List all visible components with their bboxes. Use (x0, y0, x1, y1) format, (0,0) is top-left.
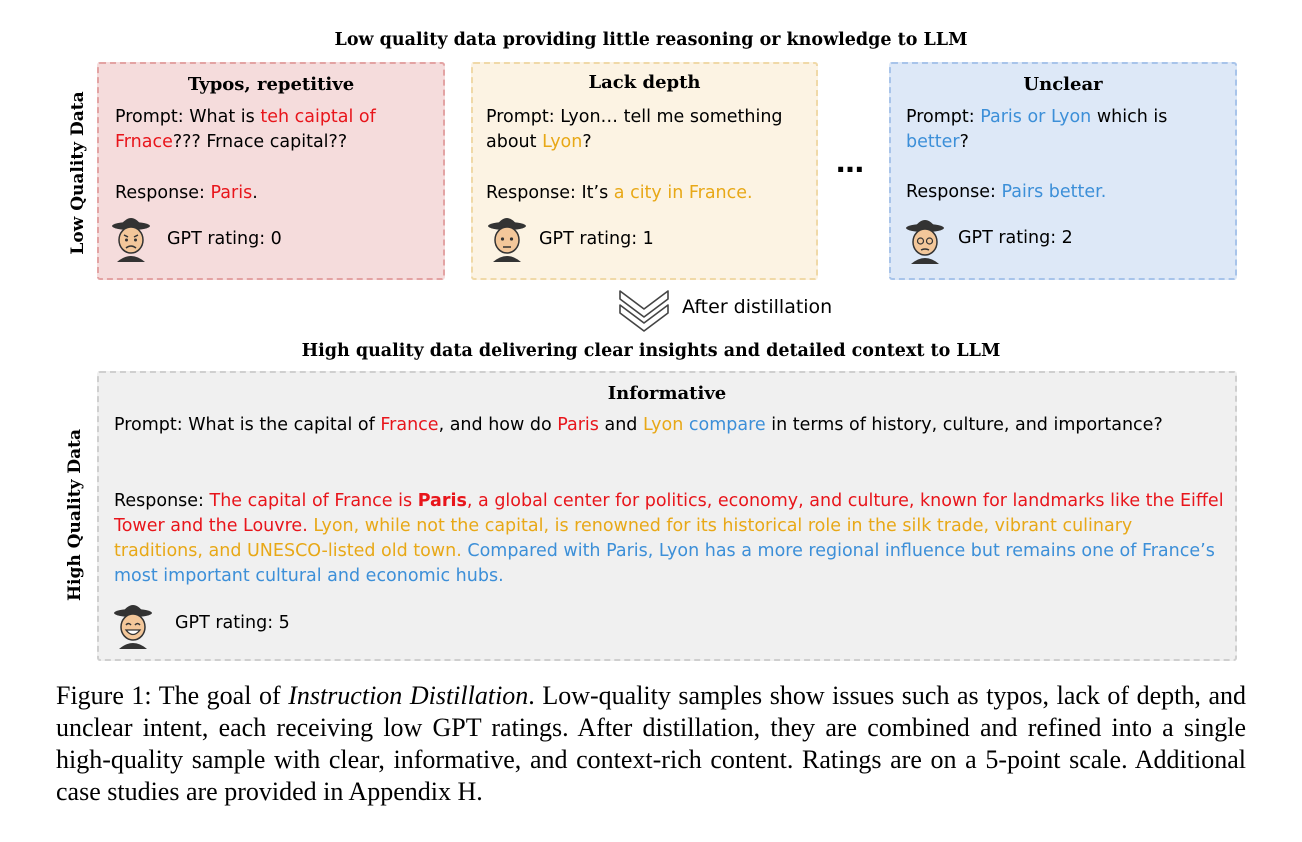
low-quality-side-label: Low Quality Data (68, 91, 88, 255)
card-lack-depth (471, 62, 818, 280)
informative-prompt: Prompt: What is the capital of France, and how do Paris and Lyon compare in terms of history, culture, and importance? (114, 415, 1163, 435)
figure-caption: Figure 1: The goal of Instruction Distillation. Low-quality samples show issues such as typos, lack of depth, and unclear intent, each receiving low GPT ratings. After distillation, they are combined and refined into a single high-quality sample with clear, informative, and context-rich content. Ratings are on a 5-point scale. Additional case studies are provided in Appendix H. (56, 681, 1246, 806)
card-prompt: Prompt: Paris or Lyon which is better? (906, 107, 1168, 152)
neutral-face-avatar-icon (485, 212, 529, 262)
gpt-rating: GPT rating: 1 (539, 229, 654, 249)
card-prompt: Prompt: Lyon… tell me something about Lyon? (486, 107, 783, 152)
card-title: Typos, repetitive (187, 74, 355, 95)
card-response: Response: It’s a city in France. (486, 183, 753, 203)
double-chevron-down-icon (614, 285, 674, 337)
card-response: Response: Pairs better. (906, 182, 1107, 202)
card-title: Informative (607, 383, 727, 404)
card-informative (97, 371, 1237, 661)
high-quality-heading: High quality data delivering clear insights and detailed context to LLM (301, 341, 1001, 361)
low-quality-heading: Low quality data providing little reasoning or knowledge to LLM (334, 30, 968, 50)
gpt-rating: GPT rating: 0 (167, 229, 282, 249)
gpt-rating: GPT rating: 5 (175, 613, 290, 633)
card-title: Unclear (1023, 74, 1103, 95)
card-response: Response: Paris. (115, 183, 258, 203)
high-quality-side-label: High Quality Data (65, 428, 85, 602)
gpt-rating: GPT rating: 2 (958, 228, 1073, 248)
happy-face-avatar-icon (111, 599, 155, 649)
sad-face-avatar-icon (109, 212, 153, 262)
card-unclear (889, 62, 1237, 280)
more-cards-ellipsis: … (836, 146, 864, 179)
card-title: Lack depth (588, 72, 701, 93)
card-prompt: Prompt: What is teh caiptal of Frnace??? Frnace capital?? (115, 107, 376, 152)
informative-response: Response: The capital of France is Paris, a global center for politics, economy, and culture, known for landmarks like the Eiffel Tower and the Louvre. Lyon, while not the capital, is renowned for its historical role in the silk trade, vibrant culinary traditions, and UNESCO-listed old town. Compared with Paris, Lyon has a more regional influence but remains one of France’s most important cultural and economic hubs. (114, 491, 1224, 586)
after-distillation-label: After distillation (682, 296, 833, 318)
confused-face-avatar-icon (903, 214, 947, 264)
card-typos (97, 62, 445, 280)
